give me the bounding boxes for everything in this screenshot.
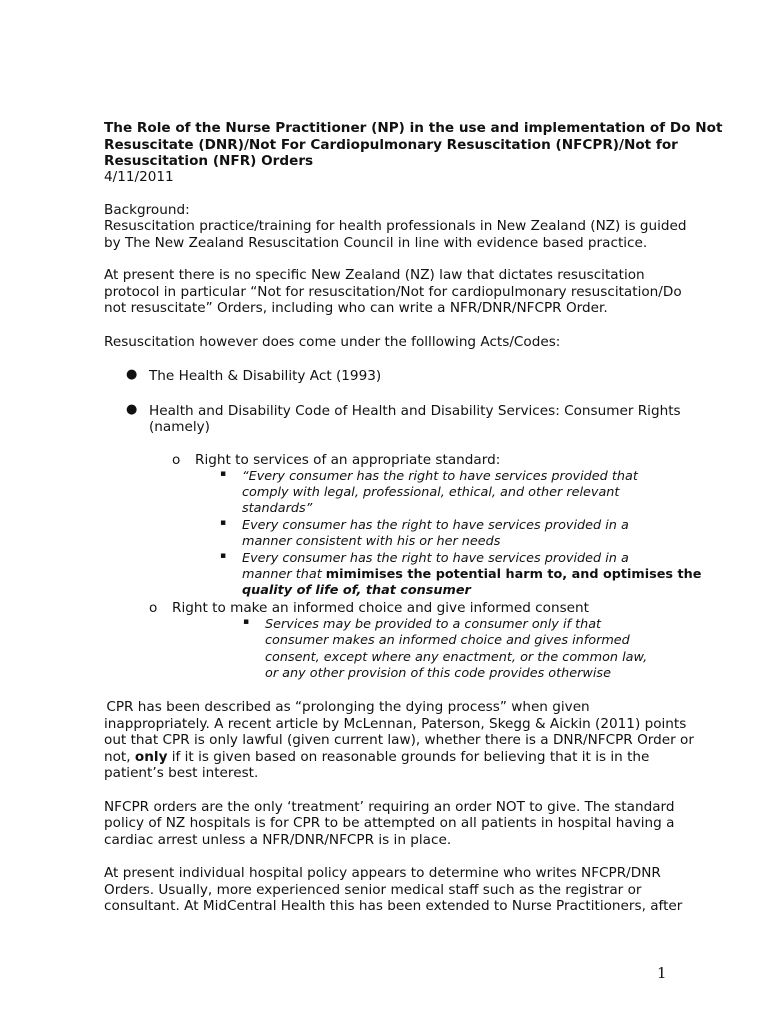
square-bullet-icon: ▪ — [243, 617, 250, 627]
quote-line: Services may be provided to a consumer only if that — [265, 617, 602, 632]
paragraph-line — [104, 749, 649, 766]
paragraph-text: not, — [104, 749, 135, 765]
paragraph-line: At present individual hospital policy appears to determine who writes NFCPR/DNR — [104, 865, 661, 881]
paragraph-line: cardiac arrest unless a NFR/DNR/NFCPR is in place. — [104, 832, 452, 848]
quote-line: or any other provision of this code provides otherwise — [265, 666, 611, 681]
doc-title-line-1: The Role of the Nurse Practitioner (NP) in the use and implementation of Do Not — [104, 120, 723, 136]
quote-emphasis: quality of life of, that consumer — [242, 583, 471, 598]
square-bullet-icon: ▪ — [220, 518, 227, 528]
paragraph-line: Resuscitation however does come under the folllowing Acts/Codes: — [104, 334, 561, 350]
bullet-icon: ● — [126, 402, 138, 417]
paragraph-line: not resuscitate” Orders, including who can write a NFR/DNR/NFCPR Order. — [104, 300, 608, 316]
list-item: (namely) — [149, 419, 210, 435]
paragraph-line: consultant. At MidCentral Health this has been extended to Nurse Practitioners, after — [104, 898, 683, 914]
list-item: The Health & Disability Act (1993) — [149, 368, 382, 384]
paragraph-text: if it is given based on reasonable grounds for believing that it is in the — [167, 749, 650, 765]
paragraph-line: NFCPR orders are the only ‘treatment’ requiring an order NOT to give. The standard — [104, 799, 675, 815]
paragraph-line: out that CPR is only lawful (given current law), whether there is a DNR/NFCPR Order or — [104, 732, 694, 748]
emphasis-text: only — [134, 749, 168, 765]
paragraph-line: At present there is no specific New Zealand (NZ) law that dictates resuscitation — [104, 267, 645, 283]
quote-line: standards” — [242, 501, 313, 516]
quote-line: Every consumer has the right to have services provided in a — [242, 551, 629, 566]
doc-date: 4/11/2011 — [104, 169, 174, 185]
doc-title-line-3: Resuscitation (NFR) Orders — [104, 153, 314, 169]
square-bullet-icon: ▪ — [220, 551, 227, 561]
paragraph-line: inappropriately. A recent article by McLennan, Paterson, Skegg & Aickin (2011) points — [104, 716, 687, 732]
quote-line: manner consistent with his or her needs — [242, 534, 501, 549]
paragraph-line: by The New Zealand Resuscitation Council in line with evidence based practice. — [104, 235, 648, 251]
quote-line: “Every consumer has the right to have services provided that — [242, 469, 638, 484]
doc-title-line-2: Resuscitate (DNR)/Not For Cardiopulmonary Resuscitation (NFCPR)/Not for — [104, 137, 678, 153]
list-item: Health and Disability Code of Health and Disability Services: Consumer Rights — [149, 403, 681, 419]
sub-list-item: Right to services of an appropriate standard: — [195, 452, 501, 468]
quote-line — [242, 567, 701, 584]
sub-list-item: Right to make an informed choice and give informed consent — [172, 600, 589, 616]
quote-emphasis: mimimises the potential harm to, and optimises the — [325, 567, 702, 582]
quote-line: consent, except where any enactment, or the common law, — [265, 650, 648, 665]
quote-text: manner that — [242, 567, 326, 582]
quote-line: consumer makes an informed choice and gives informed — [265, 633, 630, 648]
circle-bullet-icon: o — [172, 452, 181, 468]
circle-bullet-icon: o — [149, 600, 158, 616]
background-heading: Background: — [104, 202, 190, 218]
paragraph-line: Orders. Usually, more experienced senior medical staff such as the registrar or — [104, 882, 642, 898]
paragraph-line: CPR has been described as “prolonging the dying process” when given — [102, 699, 590, 715]
bullet-icon: ● — [126, 367, 138, 382]
paragraph-line: policy of NZ hospitals is for CPR to be attempted on all patients in hospital having a — [104, 815, 675, 831]
square-bullet-icon: ▪ — [220, 469, 227, 479]
quote-line: Every consumer has the right to have services provided in a — [242, 518, 629, 533]
paragraph-line: patient’s best interest. — [104, 765, 259, 781]
quote-line: comply with legal, professional, ethical, and other relevant — [242, 485, 620, 500]
paragraph-line: protocol in particular “Not for resuscitation/Not for cardiopulmonary resuscitation/Do — [104, 284, 682, 300]
paragraph-line: Resuscitation practice/training for health professionals in New Zealand (NZ) is guided — [104, 218, 687, 234]
page-number: 1 — [657, 964, 667, 982]
